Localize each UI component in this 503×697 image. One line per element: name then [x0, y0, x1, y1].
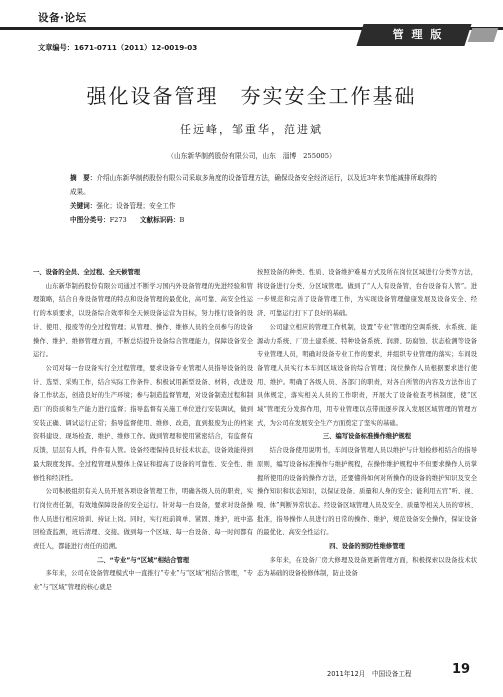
keywords-text: 强化；设备管理；安全工作 [96, 202, 176, 210]
section-heading: 四、设备的预防性维修管理 [329, 543, 405, 551]
body-paragraph: 多年来，公司在设备管理模式中一直推行“专业”与“区域”相结合管理，“专业”与“区域”管理的核心就是 [33, 570, 253, 592]
abstract [70, 171, 440, 199]
body-paragraph: 山东新华制药股份有限公司通过不断学习国内外设备管理的先进经验和管理策略，结合自身设备管理的特点和设备管理的最优化，高可靠、高安全性运行的本质要求，以设备综合效率和全天候设备运营为目标，努力推行设备的设计、使用、报废等的全过程管理；从管理、操作、维修人员的全员参与的设备操作、维护、维修管理方面，不断总结提升设备综合管理能力，保障设备安全运行。 [33, 282, 253, 359]
article-title: 强化设备管理 夯实安全工作基础 [86, 84, 417, 108]
body-paragraph: 公司对每一台设备实行全过程管理，要求设备专业管理人员指导设备的设计、选型、采购工作，结合实际工作条件、积极试用新型设备、材料，改进设备工作状态，创造良好的生产环境；参与制造监督管理，对设备制造过程和制造厂的资质和生产能力进行监督；指导监督有关施工单位进行安装调试，做到安装正确、调试运行正常；指导监督使用、维修、改造，直到报废为止的档案资料建设、现场检查、维护、维修工作。做到管理和使用紧密结合，有监督有反馈，层层有人抓，件件有人管。设备经理保持良好技术状态，设备效能得到最大限度发挥。全过程管理从整体上保证和提高了设备的可靠性、安全性、维修性和经济性。 [33, 364, 253, 482]
section-heading: 一、设备的全员、全过程、全天候管理 [33, 269, 141, 276]
section-tag: 设备·论坛 [38, 12, 87, 24]
abstract-text: 介绍山东新华制药股份有限公司采取多角度的设备管理方法，确保设备安全经济运行，以及近3年来节能减排所取得的成果。 [70, 174, 437, 196]
doc-code-label: 文献标识码： [139, 216, 180, 224]
clc-label: 中图分类号： [70, 216, 110, 224]
banner-tail [468, 28, 499, 42]
body-paragraph: 多年来，在设备厂房大修理及设备更新管理方面，积极探索以设备技术状态为基础的设备检修体制，防止设备 [257, 556, 477, 578]
abstract-block [70, 171, 440, 227]
article-number: 文章编号：1671-0711（2011）12-0019-03 [38, 43, 198, 52]
left-column [33, 266, 253, 595]
page-number: 19 [452, 662, 471, 677]
body-paragraph: 公司积极组织有关人员开展各项设备管理工作，明确各级人员的职责，实行岗位责任制，有效地保障设备的安全运行。针对每一台设备，要求对设备操作人员进行相应培训、持证上岗。同时，实行班前简单、紧固、维护，班中巡回检查监测，班后清理、交接。做到每一个区域、每一台设备、每一时间都有责任人，都能进行责任的追溯。 [33, 488, 253, 551]
footer-journal: 2011年12月 中国设备工程 [327, 670, 412, 678]
author-affiliation: （山东新华制药股份有限公司，山东 淄博 255005） [167, 152, 336, 160]
clc-value: F273 [109, 216, 127, 224]
doc-code-value: B [179, 216, 185, 224]
body-paragraph: 公司建立相应的管理工作机制，设置“专业”管理的空调系统、水系统、能源动力系统、厂房土建系统、特种设备系统、润滑、防腐蚀、状态检测等设备专业管理人员，明确对设备专业工作的要求，并组织专业管理的落实；车间设备管理人员实行本车间区域设备的综合管理；岗位操作人员根据要求进行使用、维护。明确了各级人员、各部门的职责，对各自所管的内容及方法作出了具体规定，落实相关人员的工作职责，开展大了设备检查考核制度，使“区域”管理充分发挥作用，用专业管理以点带面逐步深入发展区域管理的管理方式，为公司在发展安全生产方面奠定了坚实的基础。 [257, 323, 477, 427]
keywords-label: 关键词： [70, 202, 97, 210]
section-banner-label: 管 理 版 [392, 28, 444, 41]
article-authors: 任远峰，邹重华，范进斌 [180, 123, 323, 136]
section-heading: 二、“专业”与“区域”相结合管理 [96, 556, 190, 564]
body-paragraph: 结合设备使用说明书，车间设备管理人员以维护与计划检修相结合的指导原则，编写设备标准操作与维护规程，在操作维护规程中不但要求操作人员掌握所使用的设备的操作方法，还要懂得如何对所操作的设备的维护知识及安全操作知识和状态知识，以保证设备、质量和人身的安全；能利用五官“听、视、嗅、体”判断异常状态。经设备区域管理人员及安全、质量等相关人员的审核、批准，指导操作人员进行的日常的操作、维护，规范设备安全操作，保证设备的最优化、高安全性运行。 [257, 447, 477, 537]
keywords [70, 199, 440, 213]
classification [70, 213, 440, 227]
abstract-label: 摘 要： [70, 174, 97, 182]
body-paragraph: 按照设备的种类、性质、设备维护难易方式及所在岗位区域进行分类等方法，将设备进行分类、分区域管理。做到了“人人有设备管，台台设备有人管”。进一步规范和完善了设备管理工作，为实现设备管理健康发展及设备安全、经济、可靠运行打下了良好的基础。 [257, 269, 477, 318]
right-column [257, 266, 477, 581]
section-heading: 三、编写设备标准操作维护规程 [322, 433, 412, 441]
